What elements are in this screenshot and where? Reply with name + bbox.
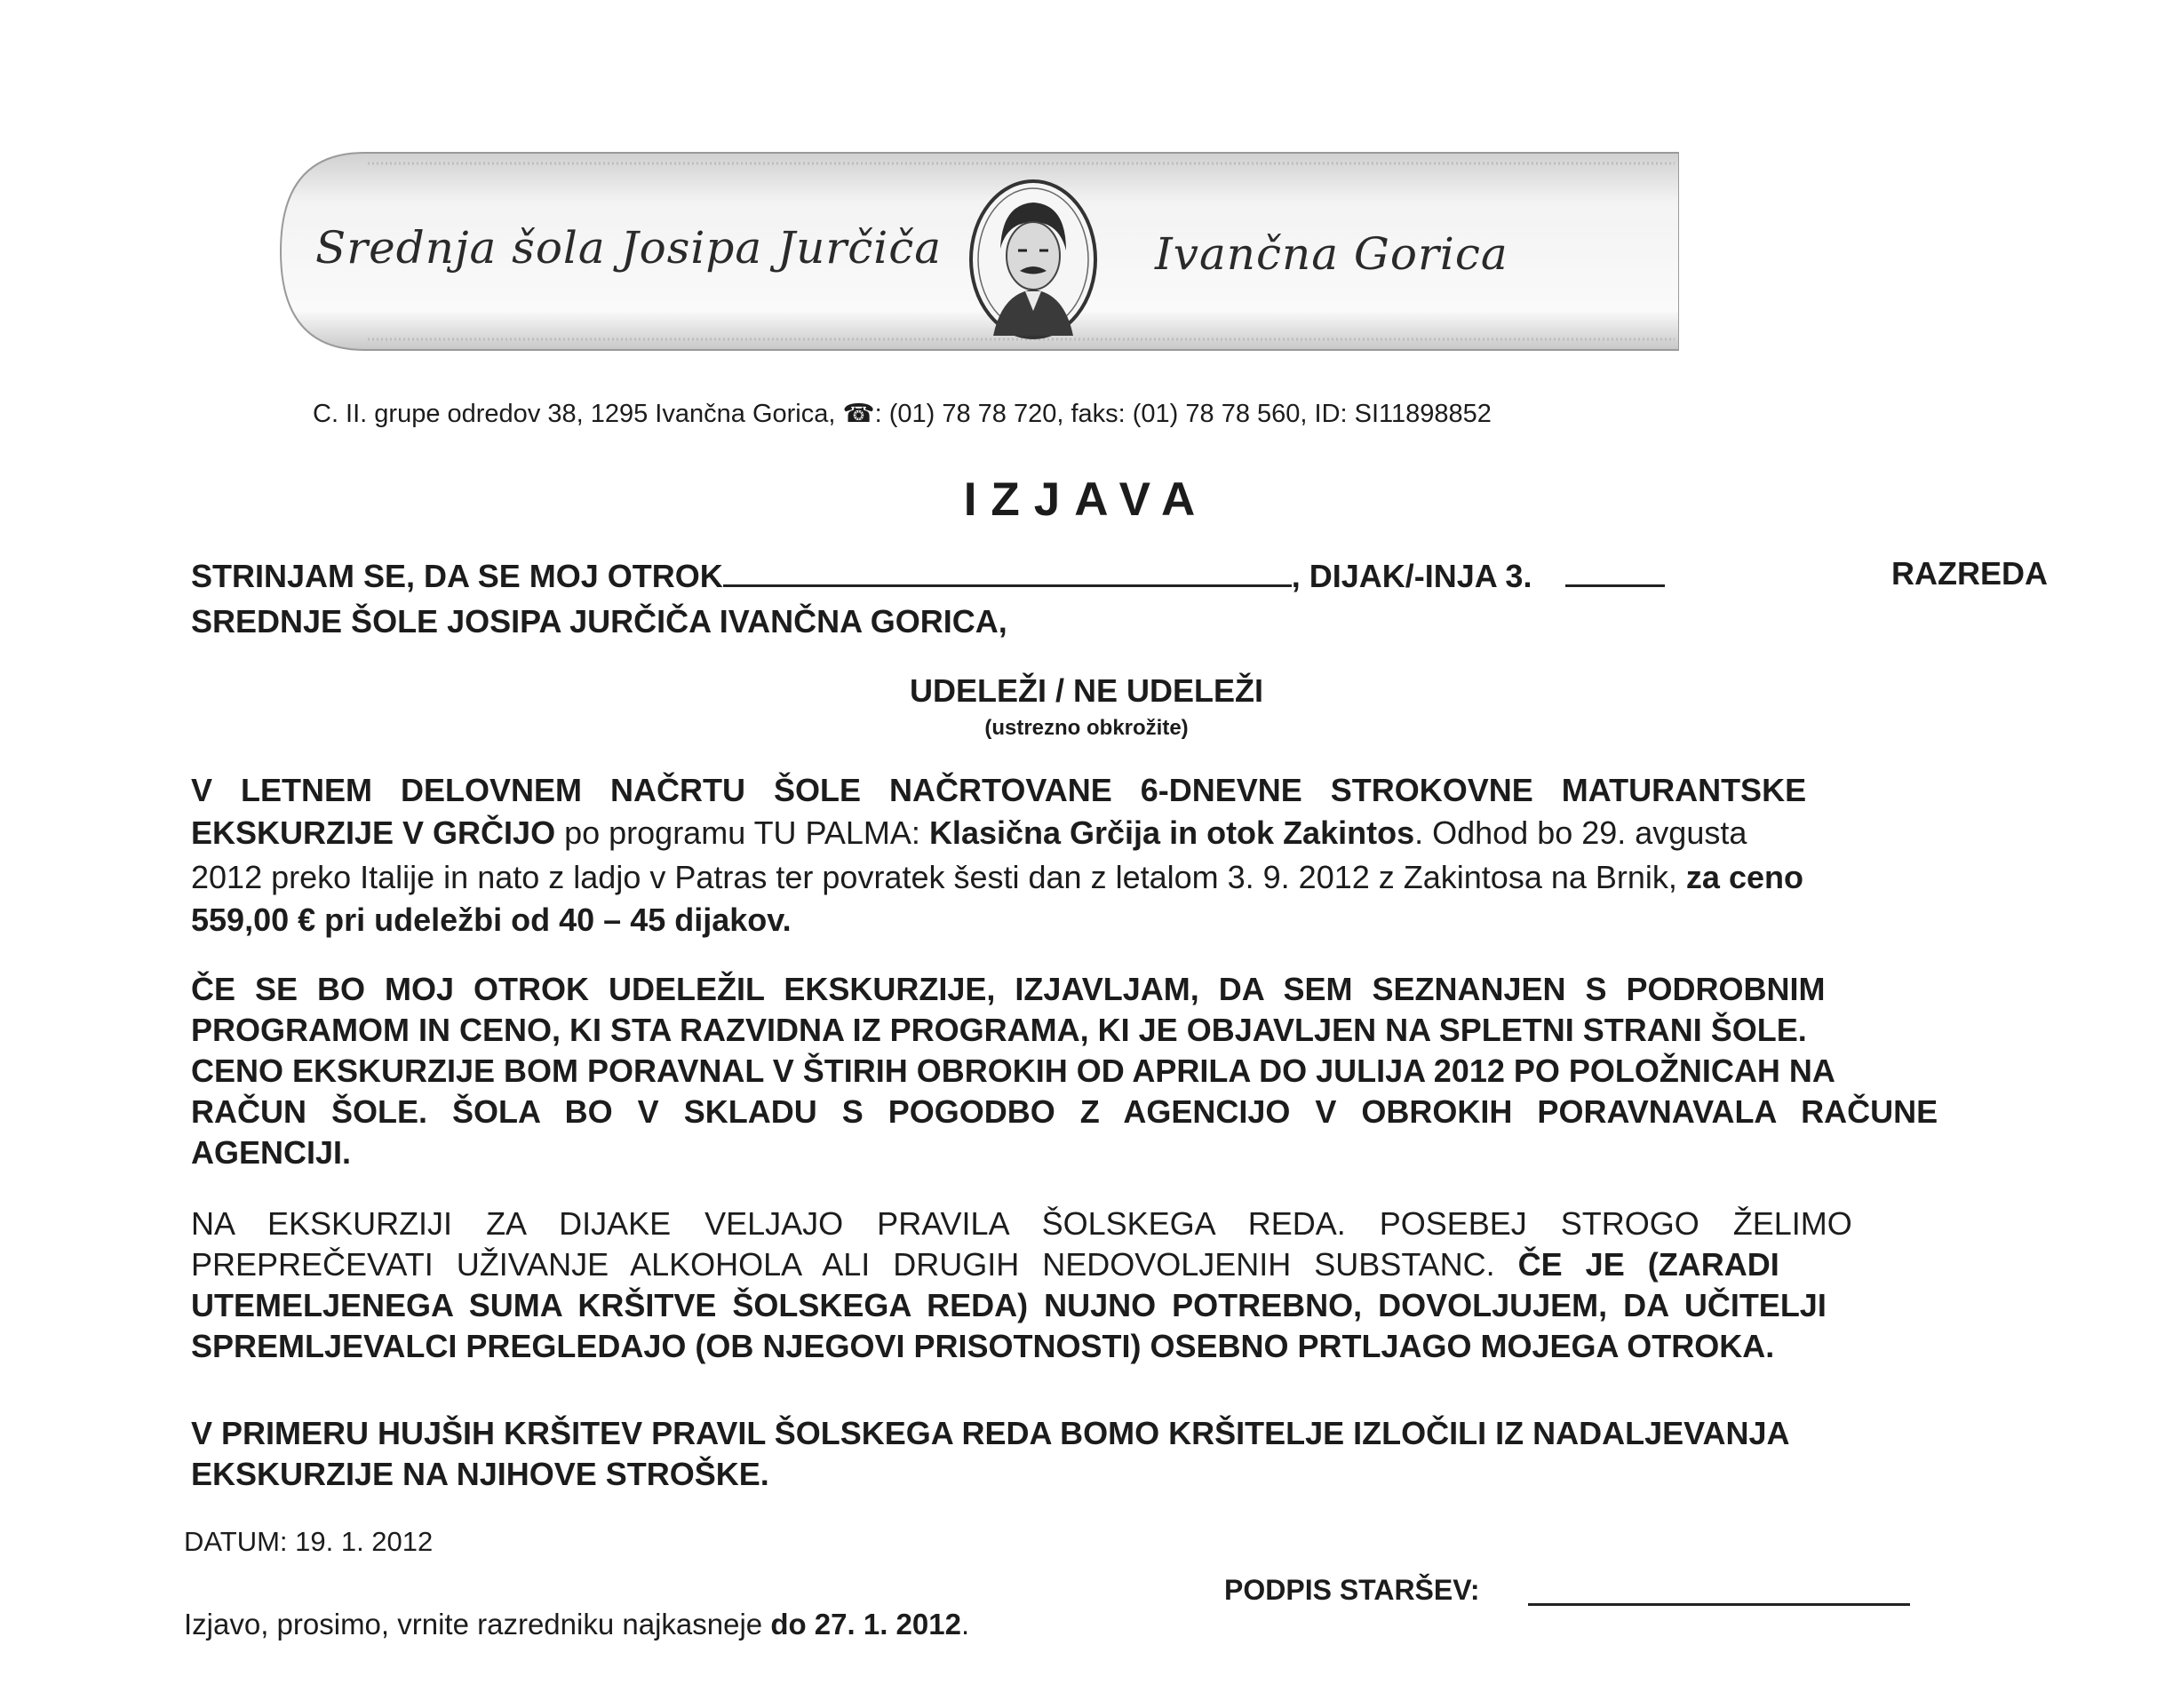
- para1-line-4: 559,00 € pri udeležbi od 40 – 45 dijakov.: [191, 902, 792, 938]
- para2-line-2: PROGRAMOM IN CENO, KI STA RAZVIDNA IZ PROGRAMA, KI JE OBJAVLJEN NA SPLETNI STRANI ŠOLE.: [191, 1012, 1807, 1048]
- intro-text-2: , DIJAK/-INJA 3.: [1291, 558, 1532, 594]
- school-address: C. II. grupe odredov 38, 1295 Ivančna Gorica, ☎: (01) 78 78 720, faks: (01) 78 78 560, ID: SI11898852: [313, 400, 1492, 428]
- para3-line-2: [191, 1246, 1779, 1283]
- para1-line-1: V LETNEM DELOVNEM NAČRTU ŠOLE NAČRTOVANE 6-DNEVNE STROKOVNE MATURANTSKE: [191, 772, 1807, 808]
- return-text: Izjavo, prosimo, vrnite razredniku najkasneje: [184, 1608, 771, 1640]
- para3-bold-start: ČE JE (ZARADI: [1517, 1246, 1779, 1283]
- choice-hint: (ustrezno obkrožite): [984, 716, 1189, 740]
- para1-trip: EKSKURZIJE V GRČIJO: [191, 814, 556, 851]
- school-town: Ivančna Gorica: [1155, 228, 1508, 280]
- para4-line-2: EKSKURZIJE NA NJIHOVE STROŠKE.: [191, 1456, 769, 1492]
- para1-program: Klasična Grčija in otok Zakintos: [928, 814, 1415, 851]
- portrait-emblem: [967, 178, 1100, 342]
- return-end: .: [960, 1608, 970, 1640]
- return-instruction: [184, 1609, 969, 1639]
- para2-line-4: RAČUN ŠOLE. ŠOLA BO V SKLADU S POGODBO Z AGENCIJO V OBROKIH PORAVNAVALA RAČUNE: [191, 1093, 1938, 1130]
- para3-line-3: UTEMELJENEGA SUMA KRŠITVE ŠOLSKEGA REDA) NUJNO POTREBNO, DOVOLJUJEM, DA UČITELJI: [191, 1287, 1827, 1323]
- para2-line-5: AGENCIJI.: [191, 1134, 352, 1171]
- para1-departure: . Odhod bo 29. avgusta: [1414, 814, 1747, 851]
- para1-text: po programu TU PALMA:: [555, 814, 929, 851]
- school-name: Srednja šola Josipa Jurčiča: [315, 222, 943, 274]
- para3-line-1: NA EKSKURZIJI ZA DIJAKE VELJAJO PRAVILA ŠOLSKEGA REDA. POSEBEJ STROGO ŽELIMO: [191, 1205, 1852, 1242]
- child-name-field[interactable]: [723, 558, 1292, 587]
- class-field[interactable]: [1565, 558, 1665, 587]
- para1-price-label: za ceno: [1685, 859, 1803, 895]
- para2-line-1: ČE SE BO MOJ OTROK UDELEŽIL EKSKURZIJE, IZJAVLJAM, DA SEM SEZNANJEN S PODROBNIM: [191, 971, 1826, 1007]
- signature-field[interactable]: [1528, 1603, 1910, 1606]
- intro-text-3: RAZREDA: [1891, 555, 2048, 592]
- document-title: IZJAVA: [963, 473, 1210, 526]
- para1-route: 2012 preko Italije in nato z ladjo v Patras ter povratek šesti dan z letalom 3. 9. 2012 z Zakintosa na Brnik,: [191, 859, 1686, 895]
- return-deadline: do 27. 1. 2012: [770, 1608, 961, 1640]
- attendance-choice[interactable]: UDELEŽI / NE UDELEŽI: [909, 672, 1264, 709]
- intro-text-1: STRINJAM SE, DA SE MOJ OTROK: [191, 558, 723, 594]
- signature-label: PODPIS STARŠEV:: [1224, 1574, 1480, 1606]
- para1-line-2: [191, 814, 1747, 851]
- para3-line-4: SPREMLJEVALCI PREGLEDAJO (OB NJEGOVI PRISOTNOSTI) OSEBNO PRTLJAGO MOJEGA OTROKA.: [191, 1328, 1775, 1364]
- intro-line-1: [191, 555, 2048, 594]
- intro-line-2: SREDNJE ŠOLE JOSIPA JURČIČA IVANČNA GORICA,: [191, 603, 1007, 640]
- para2-line-3: CENO EKSKURZIJE BOM PORAVNAL V ŠTIRIH OBROKIH OD APRILA DO JULIJA 2012 PO POLOŽNICAH NA: [191, 1053, 1835, 1089]
- document-date: DATUM: 19. 1. 2012: [184, 1526, 434, 1557]
- para3-text: PREPREČEVATI UŽIVANJE ALKOHOLA ALI DRUGIH NEDOVOLJENIH SUBSTANC.: [191, 1246, 1518, 1283]
- para4-line-1: V PRIMERU HUJŠIH KRŠITEV PRAVIL ŠOLSKEGA REDA BOMO KRŠITELJE IZLOČILI IZ NADALJEVANJA: [191, 1415, 1790, 1451]
- para1-line-3: [191, 859, 1803, 895]
